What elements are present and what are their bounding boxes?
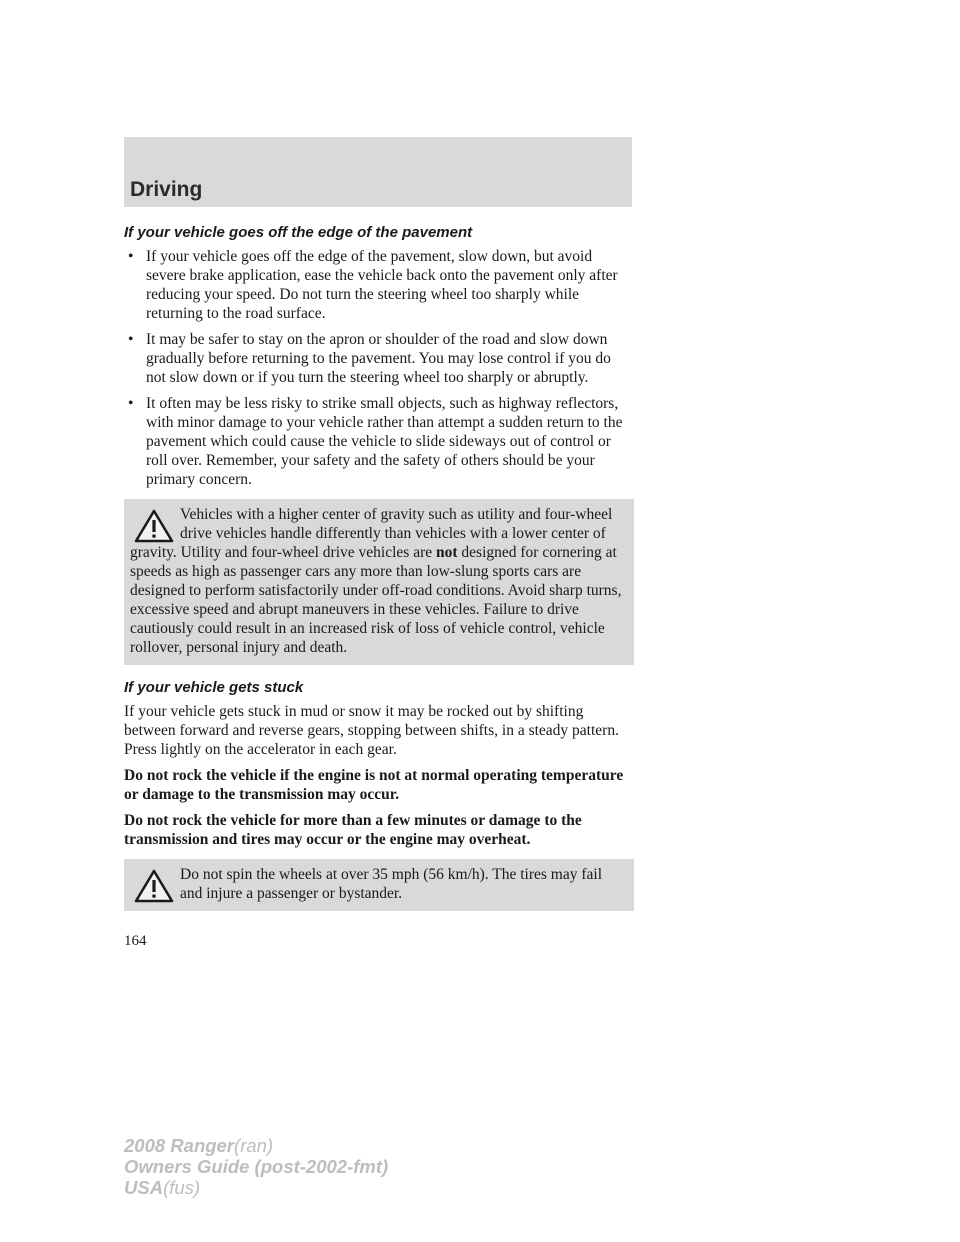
- bold-caution-1: Do not rock the vehicle if the engine is not at normal operating temperature or damage to the transmission may occur.: [124, 767, 624, 803]
- page-title: Driving: [130, 178, 203, 201]
- warning-triangle-icon: [134, 869, 174, 903]
- bullet-icon: •: [128, 395, 134, 412]
- body-paragraph: If your vehicle gets stuck in mud or snow it may be rocked out by shifting between forward and reverse gears, stopping between shifts, in a steady pattern. Press lightly on the accelerator in each gear.: [124, 703, 619, 758]
- warning-text: Vehicles with a higher center of gravity such as utility and four-wheel drive vehicles handle differently than vehicles with a lower center of gravity. Utility and four-wheel drive vehicles are: [130, 506, 613, 561]
- warning-emphasis: not: [436, 544, 458, 561]
- bullet-list: [124, 247, 634, 489]
- warning-text-cont: designed for cornering at speeds as high as passenger cars any more than low-slung sports cars are designed to perform satisfactorily under off-road conditions. Avoid sharp turns, excessive speed and abrupt maneuvers in these vehicles. Failure to drive cautiously could result in an increased risk of loss of vehicle control, vehicle rollover, personal injury and death.: [130, 544, 622, 656]
- footer-market: USA: [124, 1177, 164, 1198]
- bold-caution-2: Do not rock the vehicle for more than a few minutes or damage to the transmission and tires may occur or the engine may overheat.: [124, 812, 582, 848]
- warning-box-rollover: [124, 499, 634, 665]
- section-heading-stuck: If your vehicle gets stuck: [124, 679, 304, 696]
- footer-model-code: (ran): [234, 1135, 274, 1156]
- page-number: 164: [124, 933, 147, 949]
- footer-identifier: [124, 1135, 388, 1198]
- warning-text: Do not spin the wheels at over 35 mph (56 km/h). The tires may fail and injure a passenger or bystander.: [180, 866, 603, 902]
- page-content: [124, 220, 634, 925]
- bullet-icon: •: [128, 248, 134, 265]
- footer-market-code: (fus): [163, 1177, 201, 1198]
- section-heading-pavement: If your vehicle goes off the edge of the pavement: [124, 224, 473, 241]
- list-item: • It often may be less risky to strike small objects, such as highway reflectors, with minor damage to your vehicle rather than attempt a sudden return to the pavement which could cause the vehicle to slide sideways out of control or roll over. Remember, your safety and the safety of others should be your primary concern.: [128, 395, 623, 488]
- bullet-icon: •: [128, 331, 134, 348]
- list-item: • If your vehicle goes off the edge of the pavement, slow down, but avoid severe brake application, ease the vehicle back onto the pavement only after reducing your speed. Do not turn the steering wheel too sharply while returning to the road surface.: [128, 248, 618, 322]
- footer-guide: Owners Guide (post-2002-fmt): [124, 1156, 389, 1177]
- footer-model: 2008 Ranger: [124, 1135, 235, 1156]
- warning-box-wheelspin: [124, 859, 634, 911]
- warning-triangle-icon: [134, 509, 174, 543]
- list-item: • It may be safer to stay on the apron or shoulder of the road and slow down gradually before returning to the pavement. You may lose control if you do not slow down or if you turn the steering wheel too sharply or abruptly.: [128, 331, 611, 386]
